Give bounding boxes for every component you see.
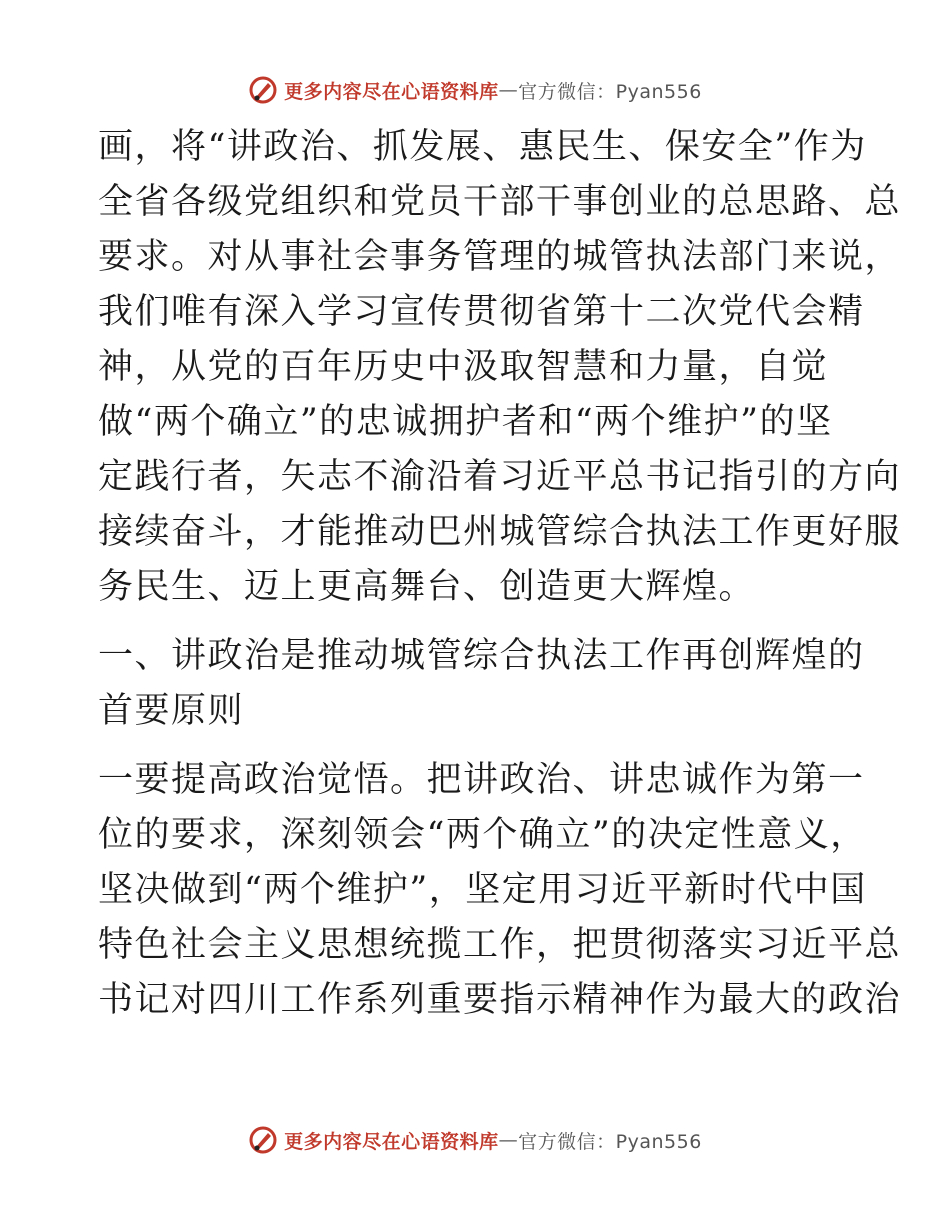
footer-watermark-main: 更多内容尽在心语资料库	[284, 1130, 499, 1153]
text-line: 位的要求，深刻领会“两个确立”的决定性意义，	[98, 815, 867, 855]
text-line: 做“两个确立”的忠诚拥护者和“两个维护”的坚	[98, 402, 833, 442]
text-line: 一要提高政治觉悟。把讲政治、讲忠诚作为第一	[98, 760, 865, 800]
text-line: 神，从党的百年历史中汲取智慧和力量，自觉	[98, 347, 829, 387]
text-line: 我们唯有深入学习宣传贯彻省第十二次党代会精	[98, 292, 865, 332]
section-heading-1	[98, 629, 865, 739]
text-line: 接续奋斗，才能推动巴州城管综合执法工作更好服	[98, 512, 902, 552]
heading-line: 一、讲政治是推动城管综合执法工作再创辉煌的	[98, 636, 865, 676]
header-watermark-wechat: 官方微信：Pyan556	[518, 80, 702, 103]
footer-watermark	[0, 1120, 950, 1160]
paragraph-political-awareness	[98, 753, 902, 1028]
header-watermark-separator: —	[498, 79, 519, 101]
text-line: 画，将“讲政治、抓发展、惠民生、保安全”作为	[98, 127, 867, 167]
footer-watermark-separator: —	[498, 1129, 519, 1151]
header-watermark	[0, 70, 950, 110]
text-line: 特色社会主义思想统揽工作，把贯彻落实习近平总	[98, 925, 902, 965]
text-line: 坚决做到“两个维护”，坚定用习近平新时代中国	[98, 870, 867, 910]
brush-logo-icon	[248, 1125, 278, 1155]
header-watermark-main: 更多内容尽在心语资料库	[284, 80, 499, 103]
brush-logo-icon	[248, 75, 278, 105]
text-line: 全省各级党组织和党员干部干事创业的总思路、总	[98, 182, 902, 222]
text-line: 定践行者，矢志不渝沿着习近平总书记指引的方向	[98, 457, 902, 497]
text-line: 要求。对从事社会事务管理的城管执法部门来说，	[98, 237, 902, 277]
footer-watermark-wechat: 官方微信：Pyan556	[518, 1130, 702, 1153]
text-line: 书记对四川工作系列重要指示精神作为最大的政治	[98, 980, 902, 1020]
heading-line: 首要原则	[98, 691, 245, 731]
paragraph-intro	[98, 120, 902, 615]
text-line: 务民生、迈上更高舞台、创造更大辉煌。	[98, 567, 756, 607]
document-body	[98, 120, 902, 1028]
